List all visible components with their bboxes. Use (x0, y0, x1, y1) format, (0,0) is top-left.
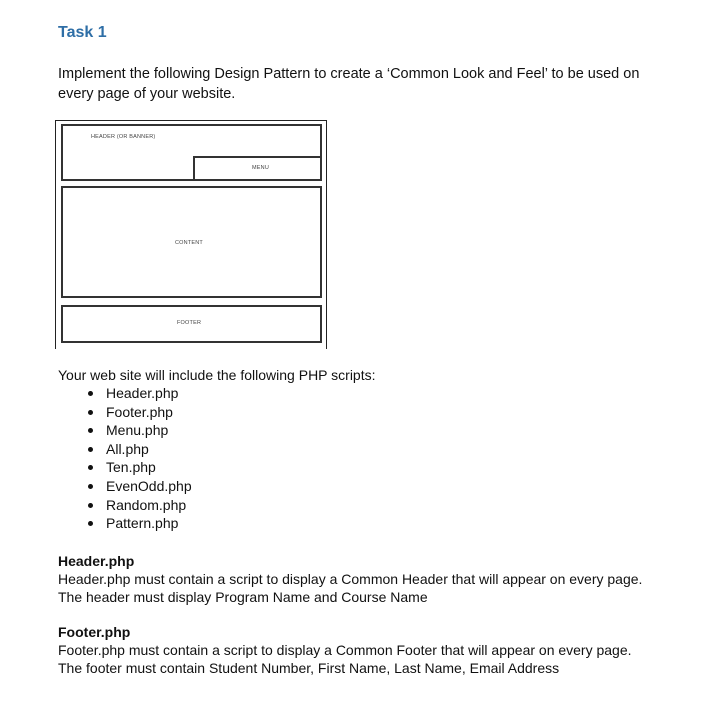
bullet-icon (88, 503, 93, 508)
script-name: All.php (106, 440, 149, 457)
list-item (80, 496, 192, 515)
bullet-icon (88, 428, 93, 433)
list-item (80, 514, 192, 533)
design-pattern-diagram (55, 120, 327, 349)
list-item (80, 440, 192, 459)
section-text: Footer.php must contain a script to display a Common Footer that will appear on every page. (58, 642, 632, 658)
content-region-box (61, 186, 322, 298)
task-intro: Implement the following Design Pattern to create a ‘Common Look and Feel’ to be used on every page of your website. (58, 66, 640, 102)
header-region-label: HEADER (OR BANNER) (91, 134, 156, 140)
script-name: EvenOdd.php (106, 477, 192, 494)
script-name: Footer.php (106, 403, 173, 420)
content-region-label: CONTENT (175, 240, 203, 246)
menu-region-box (193, 156, 322, 181)
list-item (80, 477, 192, 496)
script-list (80, 384, 192, 533)
list-item (80, 384, 192, 403)
bullet-icon (88, 410, 93, 415)
footer-region-label: FOOTER (177, 320, 202, 326)
bullet-icon (88, 521, 93, 526)
section-heading: Footer.php (58, 624, 131, 640)
bullet-icon (88, 447, 93, 452)
script-name: Random.php (106, 496, 187, 513)
section-text: The footer must contain Student Number, First Name, Last Name, Email Address (58, 660, 560, 676)
script-name: Menu.php (106, 422, 169, 439)
bullet-icon (88, 484, 93, 489)
bullet-icon (88, 391, 93, 396)
list-item (80, 403, 192, 422)
list-item (80, 458, 192, 477)
section-heading: Header.php (58, 553, 135, 569)
section-text: The header must display Program Name and Course Name (58, 589, 428, 605)
list-item (80, 421, 192, 440)
footer-region-box (61, 305, 322, 343)
script-name: Pattern.php (106, 515, 179, 532)
script-name: Ten.php (106, 459, 156, 476)
task-title: Task 1 (58, 24, 107, 41)
script-name: Header.php (106, 385, 179, 401)
scripts-intro: Your web site will include the following PHP scripts: (58, 367, 376, 383)
footer-php-section (58, 623, 678, 677)
section-text: Header.php must contain a script to display a Common Header that will appear on every page. (58, 571, 643, 587)
bullet-icon (88, 465, 93, 470)
header-php-section (58, 552, 678, 606)
menu-region-label: MENU (252, 165, 269, 171)
